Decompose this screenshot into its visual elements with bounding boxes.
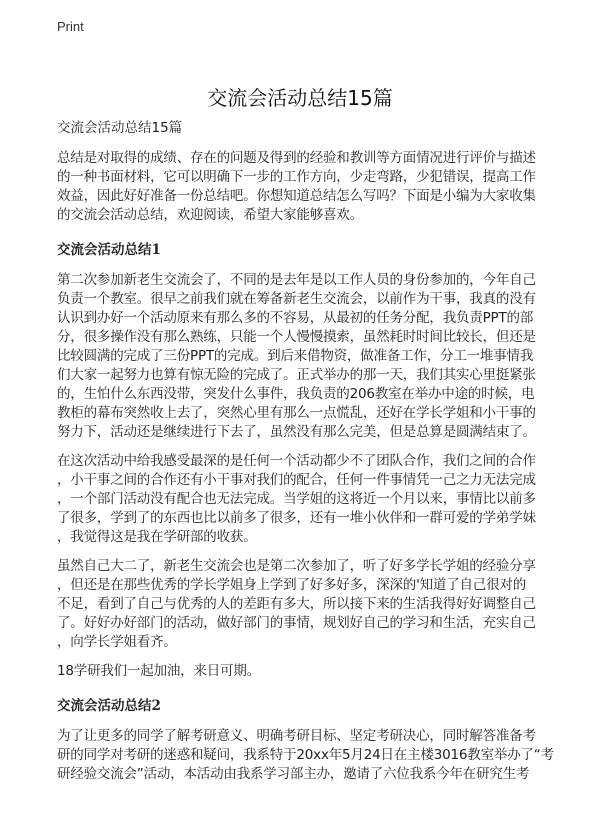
text-line: 比较圆满的完成了三份PPT的完成。到后来借物资，做准备工作，分工一堆事情我	[57, 348, 534, 364]
document-subtitle: 交流会活动总结15篇	[57, 120, 183, 136]
intro-paragraph	[57, 149, 557, 225]
text-line: 效益，因此好好准备一份总结吧。你想知道总结怎么写吗？下面是小编为大家收集	[57, 188, 536, 204]
text-line: 认识到办好一个活动原来有那么多的不容易，从最初的任务分配，我负责PPT的部	[57, 310, 534, 326]
text-line: 的一种书面材料，它可以明确下一步的工作方向，少走弯路，少犯错误，提高工作	[57, 169, 536, 185]
text-line: 的，生怕什么东西没带，突发什么事件，我负责的206教室在举办中途的时候，电	[57, 386, 535, 402]
text-line: 总结是对取得的成绩、存在的问题及得到的经验和教训等方面情况进行评价与描述	[57, 150, 536, 166]
text-line: 了很多，学到了的东西也比以前多了很多，还有一堆小伙伴和一群可爱的学弟学妹	[57, 510, 536, 526]
document-body	[57, 119, 557, 794]
print-link[interactable]: Print	[57, 19, 84, 34]
text-line: ，但还是在那些优秀的学长学姐身上学到了好多好多，深深的'知道了自己很对的	[57, 577, 527, 593]
text-line: 虽然自己大二了，新老生交流会也是第二次参加了，听了好多学长学姐的经验分享	[57, 558, 536, 574]
text-line: ，小干事之间的合作还有小干事对我们的配合，任何一件事情凭一己之力无法完成	[57, 472, 536, 488]
paragraph	[57, 452, 557, 547]
text-line: 教柜的幕布突然收上去了，突然心里有那么一点慌乱，还好在学长学姐和小干事的	[57, 405, 536, 421]
section-heading: 交流会活动总结2	[57, 698, 161, 714]
text-line: ，向学长学姐看齐。	[57, 634, 177, 650]
text-line: 分，很多操作没有那么熟练，只能一个人慢慢摸索，虽然耗时时间比较长，但还是	[57, 329, 536, 345]
text-line: 研的同学对考研的迷惑和疑问，我系特于20xx年5月24日在主楼3016教室举办了“考	[57, 747, 554, 763]
text-line: 了。好好办好部门的活动，做好部门的事情，规划好自己的学习和生活，充实自己	[57, 615, 536, 631]
text-line: 不足，看到了自己与优秀的人的差距有多大，所以接下来的生活我得好好调整自己	[57, 596, 536, 612]
text-line: 18学研我们一起加油，来日可期。	[57, 663, 260, 679]
text-line: ，一个部门活动没有配合也无法完成。当学姐的这将近一个月以来，事情比以前多	[57, 491, 536, 507]
paragraph	[57, 557, 557, 652]
text-line: 的交流会活动总结，欢迎阅读，希望大家能够喜欢。	[57, 207, 363, 223]
text-line: 负责一个教室。很早之前我们就在筹备新老生交流会，以前作为干事，我真的没有	[57, 291, 536, 307]
text-line: 第二次参加新老生交流会了，不同的是去年是以工作人员的身份参加的，今年自己	[57, 272, 536, 288]
text-line: 们大家一起努力也算有惊无险的完成了。正式举办的那一天，我们其实心里挺紧张	[57, 367, 536, 383]
text-line: 为了让更多的同学了解考研意义、明确考研目标、坚定考研决心，同时解答准备考	[57, 728, 536, 744]
text-line: 努力下，活动还是继续进行下去了，虽然没有那么完美，但是总算是圆满结束了。	[57, 424, 536, 440]
text-line: ，我觉得这是我在学研部的收获。	[57, 529, 257, 545]
text-line: 在这次活动中给我感受最深的是任何一个活动都少不了团队合作，我们之间的合作	[57, 453, 536, 469]
paragraph	[57, 727, 557, 784]
text-line: 研经验交流会”活动，本活动由我系学习部主办，邀请了六位我系今年在研究生考	[57, 766, 530, 782]
paragraph	[57, 662, 557, 681]
paragraph	[57, 271, 557, 442]
section-heading: 交流会活动总结1	[57, 242, 161, 258]
page-title: 交流会活动总结15篇	[207, 86, 393, 110]
